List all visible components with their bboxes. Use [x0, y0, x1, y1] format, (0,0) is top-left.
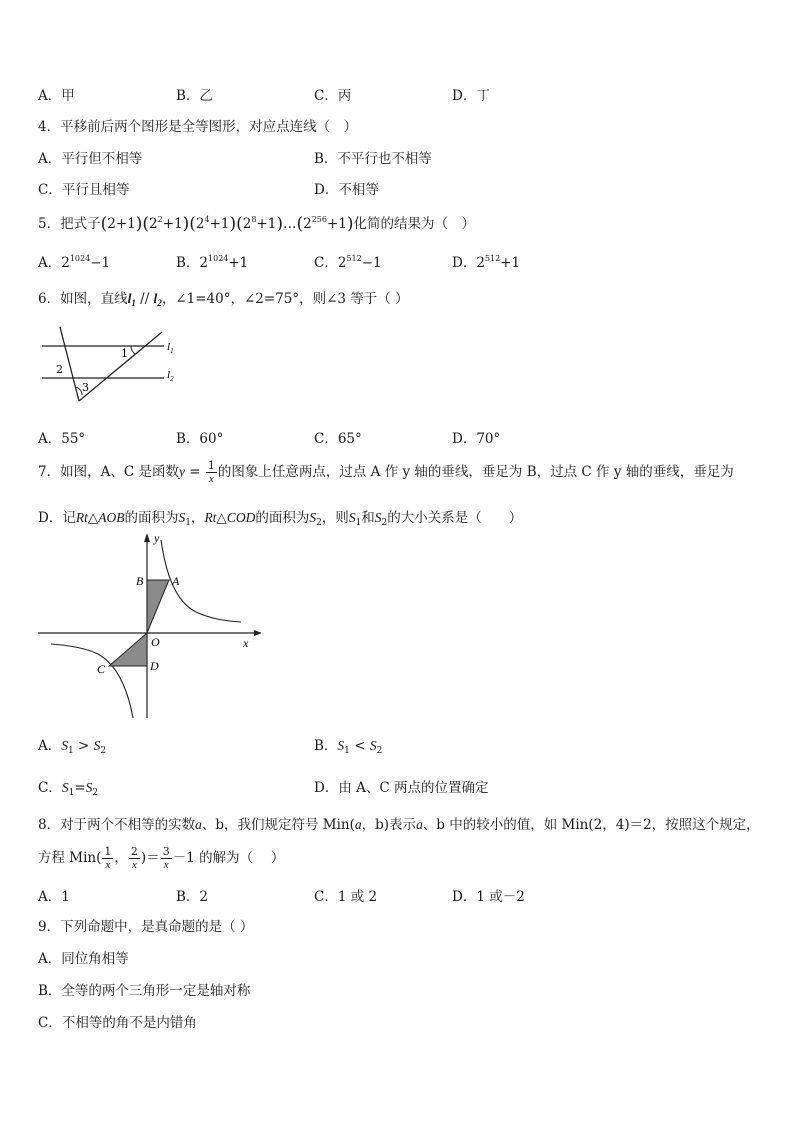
q5-option-c: C．$2^{512}-1$ — [314, 254, 382, 271]
q7-stem-line-2: D．记Rt△AOB的面积为$S_1$，Rt△COD的面积为$S_2$，则$S_1$和$S_2$的大小关系是（ ） — [38, 510, 523, 528]
q6-option-d: D．70° — [452, 431, 501, 447]
q7-option-b: B．$S_1 < S_2$ — [314, 738, 383, 756]
q7-function-fraction: $\frac{1}{x}$ — [207, 459, 215, 485]
q9-option-b: B．全等的两个三角形一定是轴对称 — [38, 983, 251, 999]
triangle-aob — [147, 580, 169, 633]
q7-stem-line-1: 7．如图，A、C 是函数y = $\frac{1}{x}$ 的图象上任意两点，过点 A 作 y 轴的垂线，垂足为 B，过点 C 作 y 轴的垂线，垂足为 — [38, 459, 734, 485]
q7-option-c: C．$S_1=S_2$ — [38, 780, 99, 798]
q5-option-b: B．$2^{1024}+1$ — [176, 254, 249, 271]
angle-1-arc — [131, 346, 135, 354]
q5-suffix: 化简的结果为（ ） — [353, 216, 476, 232]
q6-option-b: B．60° — [176, 431, 224, 447]
q4-option-b: B．不平行也不相等 — [314, 151, 432, 167]
q7-hyperbola-figure — [36, 530, 261, 720]
x-axis-arrow — [254, 630, 261, 636]
hyperbola-branch-2 — [51, 644, 133, 718]
q6-stem: 6．如图，直线$l_1 // l_2$，∠1=40°，∠2=75°，则∠3 等于（ ） — [38, 291, 409, 308]
angle-label-3: 3 — [82, 381, 89, 394]
q8-option-d: D．1 或－2 — [452, 889, 525, 905]
label-l1: $l_1$ — [167, 341, 174, 355]
q5-prefix: 5．把式子 — [38, 216, 101, 232]
q8-stem-line-2: 方程 Min( $\frac{1}{x}$ ， $\frac{2}{x}$ )＝ $\frac{3}{x}$ －1 的解为（ ） — [38, 845, 285, 871]
q5-stem — [38, 212, 475, 234]
q6-option-c: C．65° — [314, 431, 362, 447]
label-d: D — [150, 659, 159, 673]
transversal-right — [79, 332, 162, 401]
q7-option-a: A．$S_1 > S_2$ — [38, 738, 107, 756]
label-y: y — [154, 531, 160, 545]
q8-fraction-2: $\frac{2}{x}$ — [130, 845, 138, 871]
label-b: B — [136, 574, 144, 588]
label-a: A — [172, 574, 180, 588]
q9-stem: 9．下列命题中，是真命题的是（ ） — [38, 919, 254, 935]
q9-option-c: C．不相等的角不是内错角 — [38, 1015, 197, 1031]
label-x: x — [243, 636, 249, 650]
q9-option-a: A．同位角相等 — [38, 951, 129, 967]
q4-option-d: D．不相等 — [314, 182, 379, 198]
q6-parallel-lines-figure — [38, 325, 183, 405]
q8-option-b: B．2 — [176, 889, 209, 905]
label-o: O — [151, 635, 160, 649]
q8-stem-line-1: 8．对于两个不相等的实数a、b，我们规定符号 Min(a，b)表示a、b 中的较小的值，如 Min(2，4)＝2，按照这个规定， — [38, 817, 760, 833]
q3-option-a: A．甲 — [38, 88, 75, 104]
q5-option-d: D．$2^{512}+1$ — [452, 254, 521, 271]
q4-option-a: A．平行但不相等 — [38, 151, 143, 167]
q8-option-c: C．1 或 2 — [314, 889, 378, 905]
q3-option-c: C．丙 — [314, 88, 352, 104]
label-l2: $l_2$ — [167, 369, 174, 383]
q4-stem: 4．平移前后两个图形是全等图形，对应点连线（ ） — [38, 119, 358, 135]
q3-option-d: D．丁 — [452, 88, 490, 104]
q5-expression: $(2+1)(2^2+1)(2^4+1)(2^8+1)\dots(2^{256}+1)$ — [100, 214, 354, 234]
q8-option-a: A．1 — [38, 889, 70, 905]
triangle-cod — [109, 633, 147, 666]
q6-option-a: A．55° — [38, 431, 86, 447]
q3-option-b: B．乙 — [176, 88, 213, 104]
label-c: C — [97, 662, 106, 676]
q5-option-a: A．$2^{1024}-1$ — [38, 254, 111, 271]
angle-label-2: 2 — [56, 363, 63, 376]
q7-option-d: D．由 A、C 两点的位置确定 — [314, 780, 489, 796]
q8-fraction-3: $\frac{3}{x}$ — [162, 845, 170, 871]
angle-label-1: 1 — [121, 347, 128, 360]
q8-fraction-1: $\frac{1}{x}$ — [104, 845, 112, 871]
y-axis-arrow — [144, 533, 150, 542]
q4-option-c: C．平行且相等 — [38, 182, 130, 198]
